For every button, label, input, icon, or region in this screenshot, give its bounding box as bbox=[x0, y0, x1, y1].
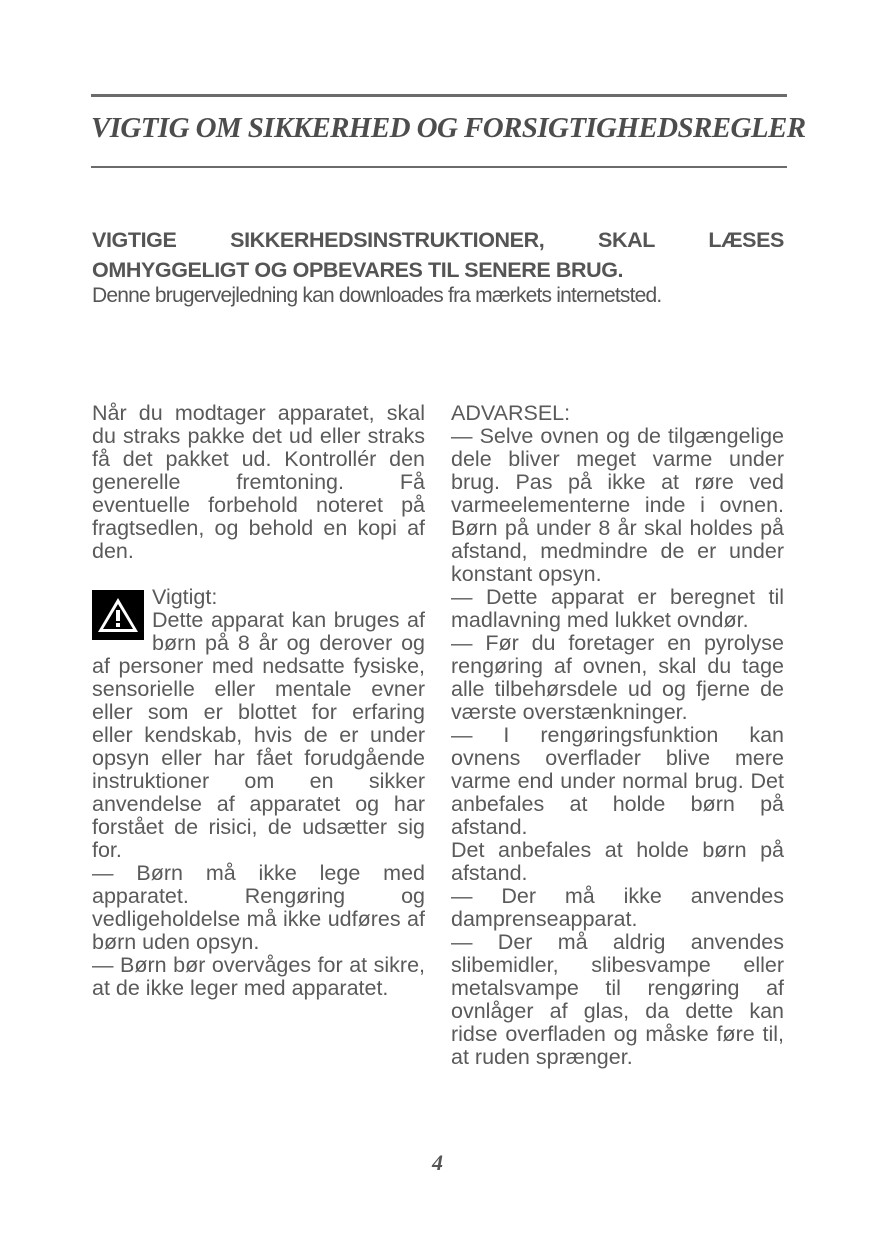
left-column bbox=[92, 402, 425, 1000]
warning-heading: ADVARSEL: bbox=[451, 401, 571, 425]
children-play-bullet: — Børn må ikke lege med apparatet. Rengøring og vedligeholdelse må ikke udføres af børn uden opsyn. bbox=[92, 861, 425, 954]
warning-item: — I rengøringsfunktion kan ovnens overflader blive mere varme end under normal brug. Det anbefales at holde børn på afstand. bbox=[451, 723, 784, 839]
warning-item: — Der må aldrig anvendes slibemidler, slibesvampe eller metalsvampe til rengøring af ovnlåger af glas, da dette kan ridse overfladen og måske føre til, at ruden sprænger. bbox=[451, 930, 784, 1069]
important-heading: Vigtigt: bbox=[152, 585, 218, 609]
warning-item: — Selve ovnen og de tilgængelige dele bliver meget varme under brug. Pas på ikke at røre ved varmeelementerne inde i ovnen. Børn på under 8 år skal holdes på afstand, medmindre de er under konstant opsyn. bbox=[451, 424, 784, 586]
children-supervision-bullet: — Børn bør overvåges for at sikre, at de ikke leger med apparatet. bbox=[92, 953, 425, 1000]
header-bottom-rule bbox=[91, 166, 787, 168]
intro-bold-heading: VIGTIGE SIKKERHEDSINSTRUKTIONER, SKAL LÆSES OMHYGGELIGT OG OPBEVARES TIL SENERE BRUG. bbox=[92, 228, 784, 282]
page-number: 4 bbox=[432, 1150, 443, 1175]
right-column bbox=[451, 402, 784, 1069]
intro-download-note: Denne brugervejledning kan downloades fra mærkets internetsted. bbox=[92, 284, 662, 307]
receiving-paragraph: Når du modtager apparatet, skal du straks pakke det ud eller straks få det pakket ud. Kontrollér den generelle fremtoning. Få eventuelle forbehold noteret på fragtsedlen, og behold en kopi af den. bbox=[92, 401, 425, 563]
warning-item: — Der må ikke anvendes damprenseapparat. bbox=[451, 884, 784, 931]
warning-item: — Før du foretager en pyrolyse rengøring af ovnen, skal du tage alle tilbehørsdele ud og fjerne de værste overstænkninger. bbox=[451, 631, 784, 724]
warning-item: Det anbefales at holde børn på afstand. bbox=[451, 838, 784, 885]
header-top-rule bbox=[91, 94, 787, 97]
important-notice bbox=[92, 586, 425, 862]
page-title: VIGTIG OM SIKKERHED OG FORSIGTIGHEDSREGLER bbox=[91, 112, 806, 144]
important-text: Dette apparat kan bruges af børn på 8 år og derover og af personer med nedsatte fysiske, sensorielle eller mentale evner eller som er blottet for erfaring eller kendskab, hvis de er under opsyn eller har fået forudgående instruktioner om en sikker anvendelse af apparatet og har forstået de risici, de udsætter sig for. bbox=[92, 608, 425, 862]
warning-item: — Dette apparat er beregnet til madlavning med lukket ovndør. bbox=[451, 585, 784, 632]
warning-triangle-icon bbox=[92, 590, 144, 640]
